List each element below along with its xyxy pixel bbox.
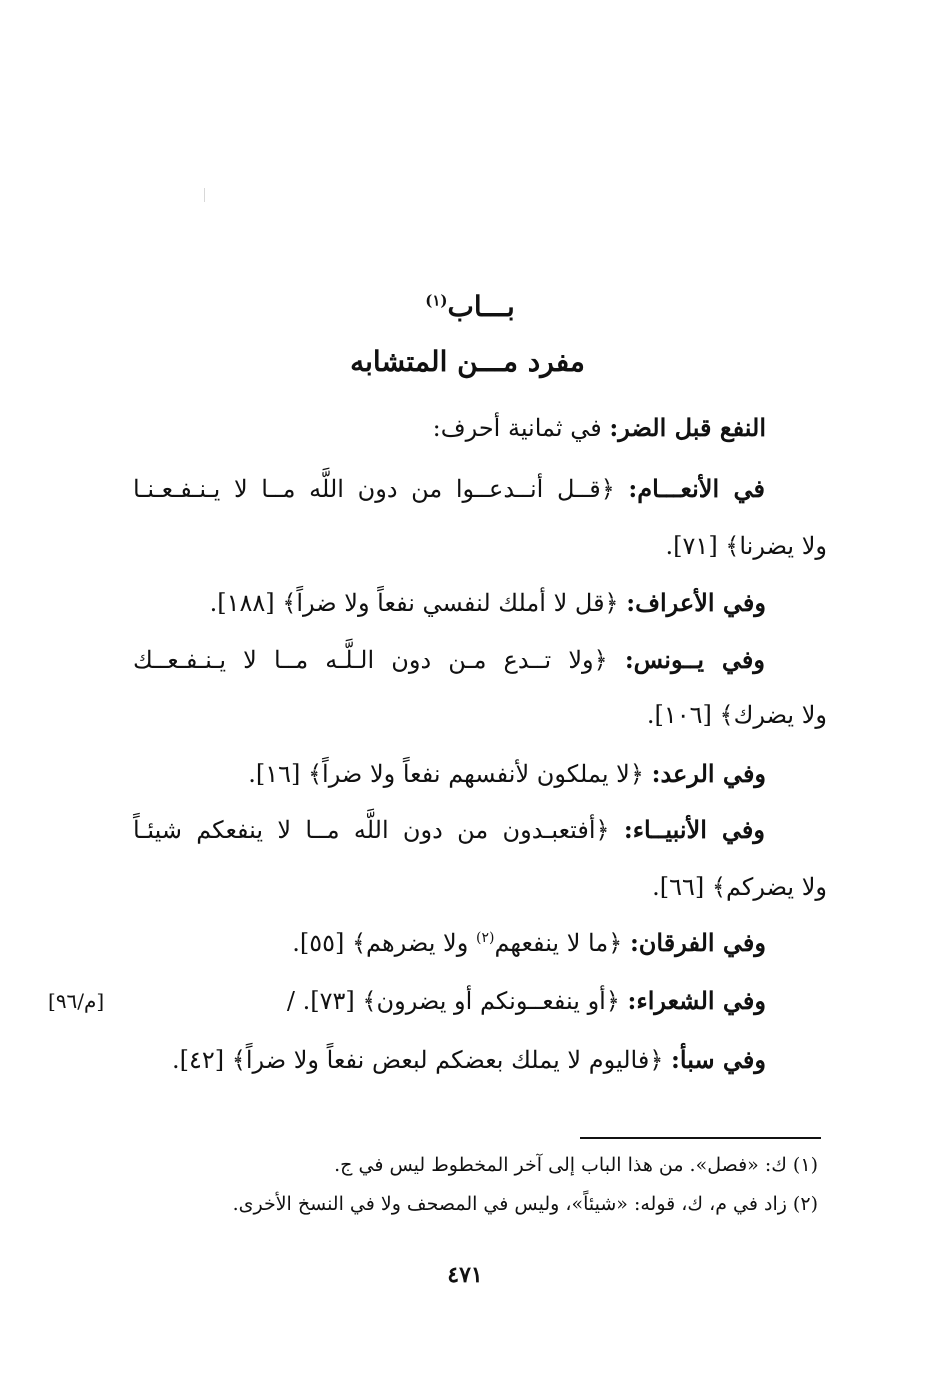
entry-anam-line-2: ولا يضرنا﴾ [٧١]. (665, 532, 827, 560)
page-number: ٤٧١ (447, 1262, 483, 1288)
entry-shuara-label: وفي الشعراء: (627, 986, 766, 1015)
entry-rad-line (248, 759, 766, 788)
entry-araf-label: وفي الأعراف: (626, 588, 766, 617)
entry-anbiya-label: وفي الأنبيــاء: (623, 815, 765, 844)
entry-anam-text: ﴿قــل أنــدعــوا من دون اللَّه مــا لا يـنـفـعـنـا (133, 475, 615, 503)
chapter-heading-note-ref: (١) (425, 291, 448, 310)
entry-anbiya-text: ﴿أفتعبـدون من دون اللَّه مــا لا ينفعكم شيئـاً (133, 816, 610, 844)
entry-anbiya-line-2: ولا يضركم﴾ [٦٦]. (652, 873, 827, 901)
entry-yunus-line-1 (133, 645, 765, 674)
entry-shuara-text: ﴿أو ينفعــونكم أو يضرون﴾ [٧٣]. / (286, 987, 620, 1015)
entry-furqan-note-ref: (٢) (475, 930, 495, 946)
intro-label: النفع قبل الضر: (609, 413, 766, 442)
entry-saba-label: وفي سبأ: (671, 1045, 766, 1074)
entry-rad-text: ﴿لا يملكون لأنفسهم نفعاً ولا ضراً﴾ [١٦]. (248, 760, 644, 788)
chapter-heading-text: بـــاب (447, 290, 515, 323)
entry-araf-text: ﴿قل لا أملك لنفسي نفعاً ولا ضراً﴾ [١٨٨]. (209, 589, 619, 617)
footnote-separator (580, 1137, 821, 1139)
entry-furqan-text-start: ﴿ما لا ينفعهم (494, 929, 623, 957)
entry-araf-line (210, 588, 766, 617)
chapter-heading (420, 290, 520, 323)
entry-furqan-label: وفي الفرقان: (629, 928, 766, 957)
entry-rad-label: وفي الرعد: (651, 759, 766, 788)
footnote-2: (٢) زاد في م، ك، قوله: «شيئاً»، وليس في المصحف ولا في النسخ الأخرى. (232, 1193, 818, 1215)
manuscript-margin-note: [م/٩٦] (48, 989, 105, 1013)
entry-anam-label: في الأنعـــام: (628, 474, 765, 503)
chapter-subtitle: مفرد مـــن المتشابه (350, 345, 585, 378)
entry-yunus-text: ﴿ولا تــدع مـن دون الـلَّـه مــا لا يـنـفـعــك (133, 646, 608, 674)
intro-line (433, 413, 766, 442)
scan-mark (204, 188, 205, 202)
intro-text: في ثمانية أحرف: (432, 414, 602, 442)
entry-furqan-text-end: ولا يضرهم﴾ [٥٥]. (292, 929, 469, 957)
entry-furqan-line (292, 928, 766, 957)
entry-saba-text: ﴿فاليوم لا يملك بعضكم لبعض نفعاً ولا ضراً﴾ [٤٢]. (171, 1046, 664, 1074)
entry-shuara-line (287, 986, 766, 1015)
entry-yunus-line-2: ولا يضرك﴾ [١٠٦]. (646, 701, 827, 729)
footnote-1: (١) ك: «فصل». من هذا الباب إلى آخر المخطوط ليس في ج. (334, 1154, 818, 1176)
entry-anam-line-1 (133, 474, 765, 503)
entry-yunus-label: وفي يــونس: (624, 645, 765, 674)
entry-anbiya-line-1 (133, 815, 765, 844)
entry-saba-line (172, 1045, 766, 1074)
